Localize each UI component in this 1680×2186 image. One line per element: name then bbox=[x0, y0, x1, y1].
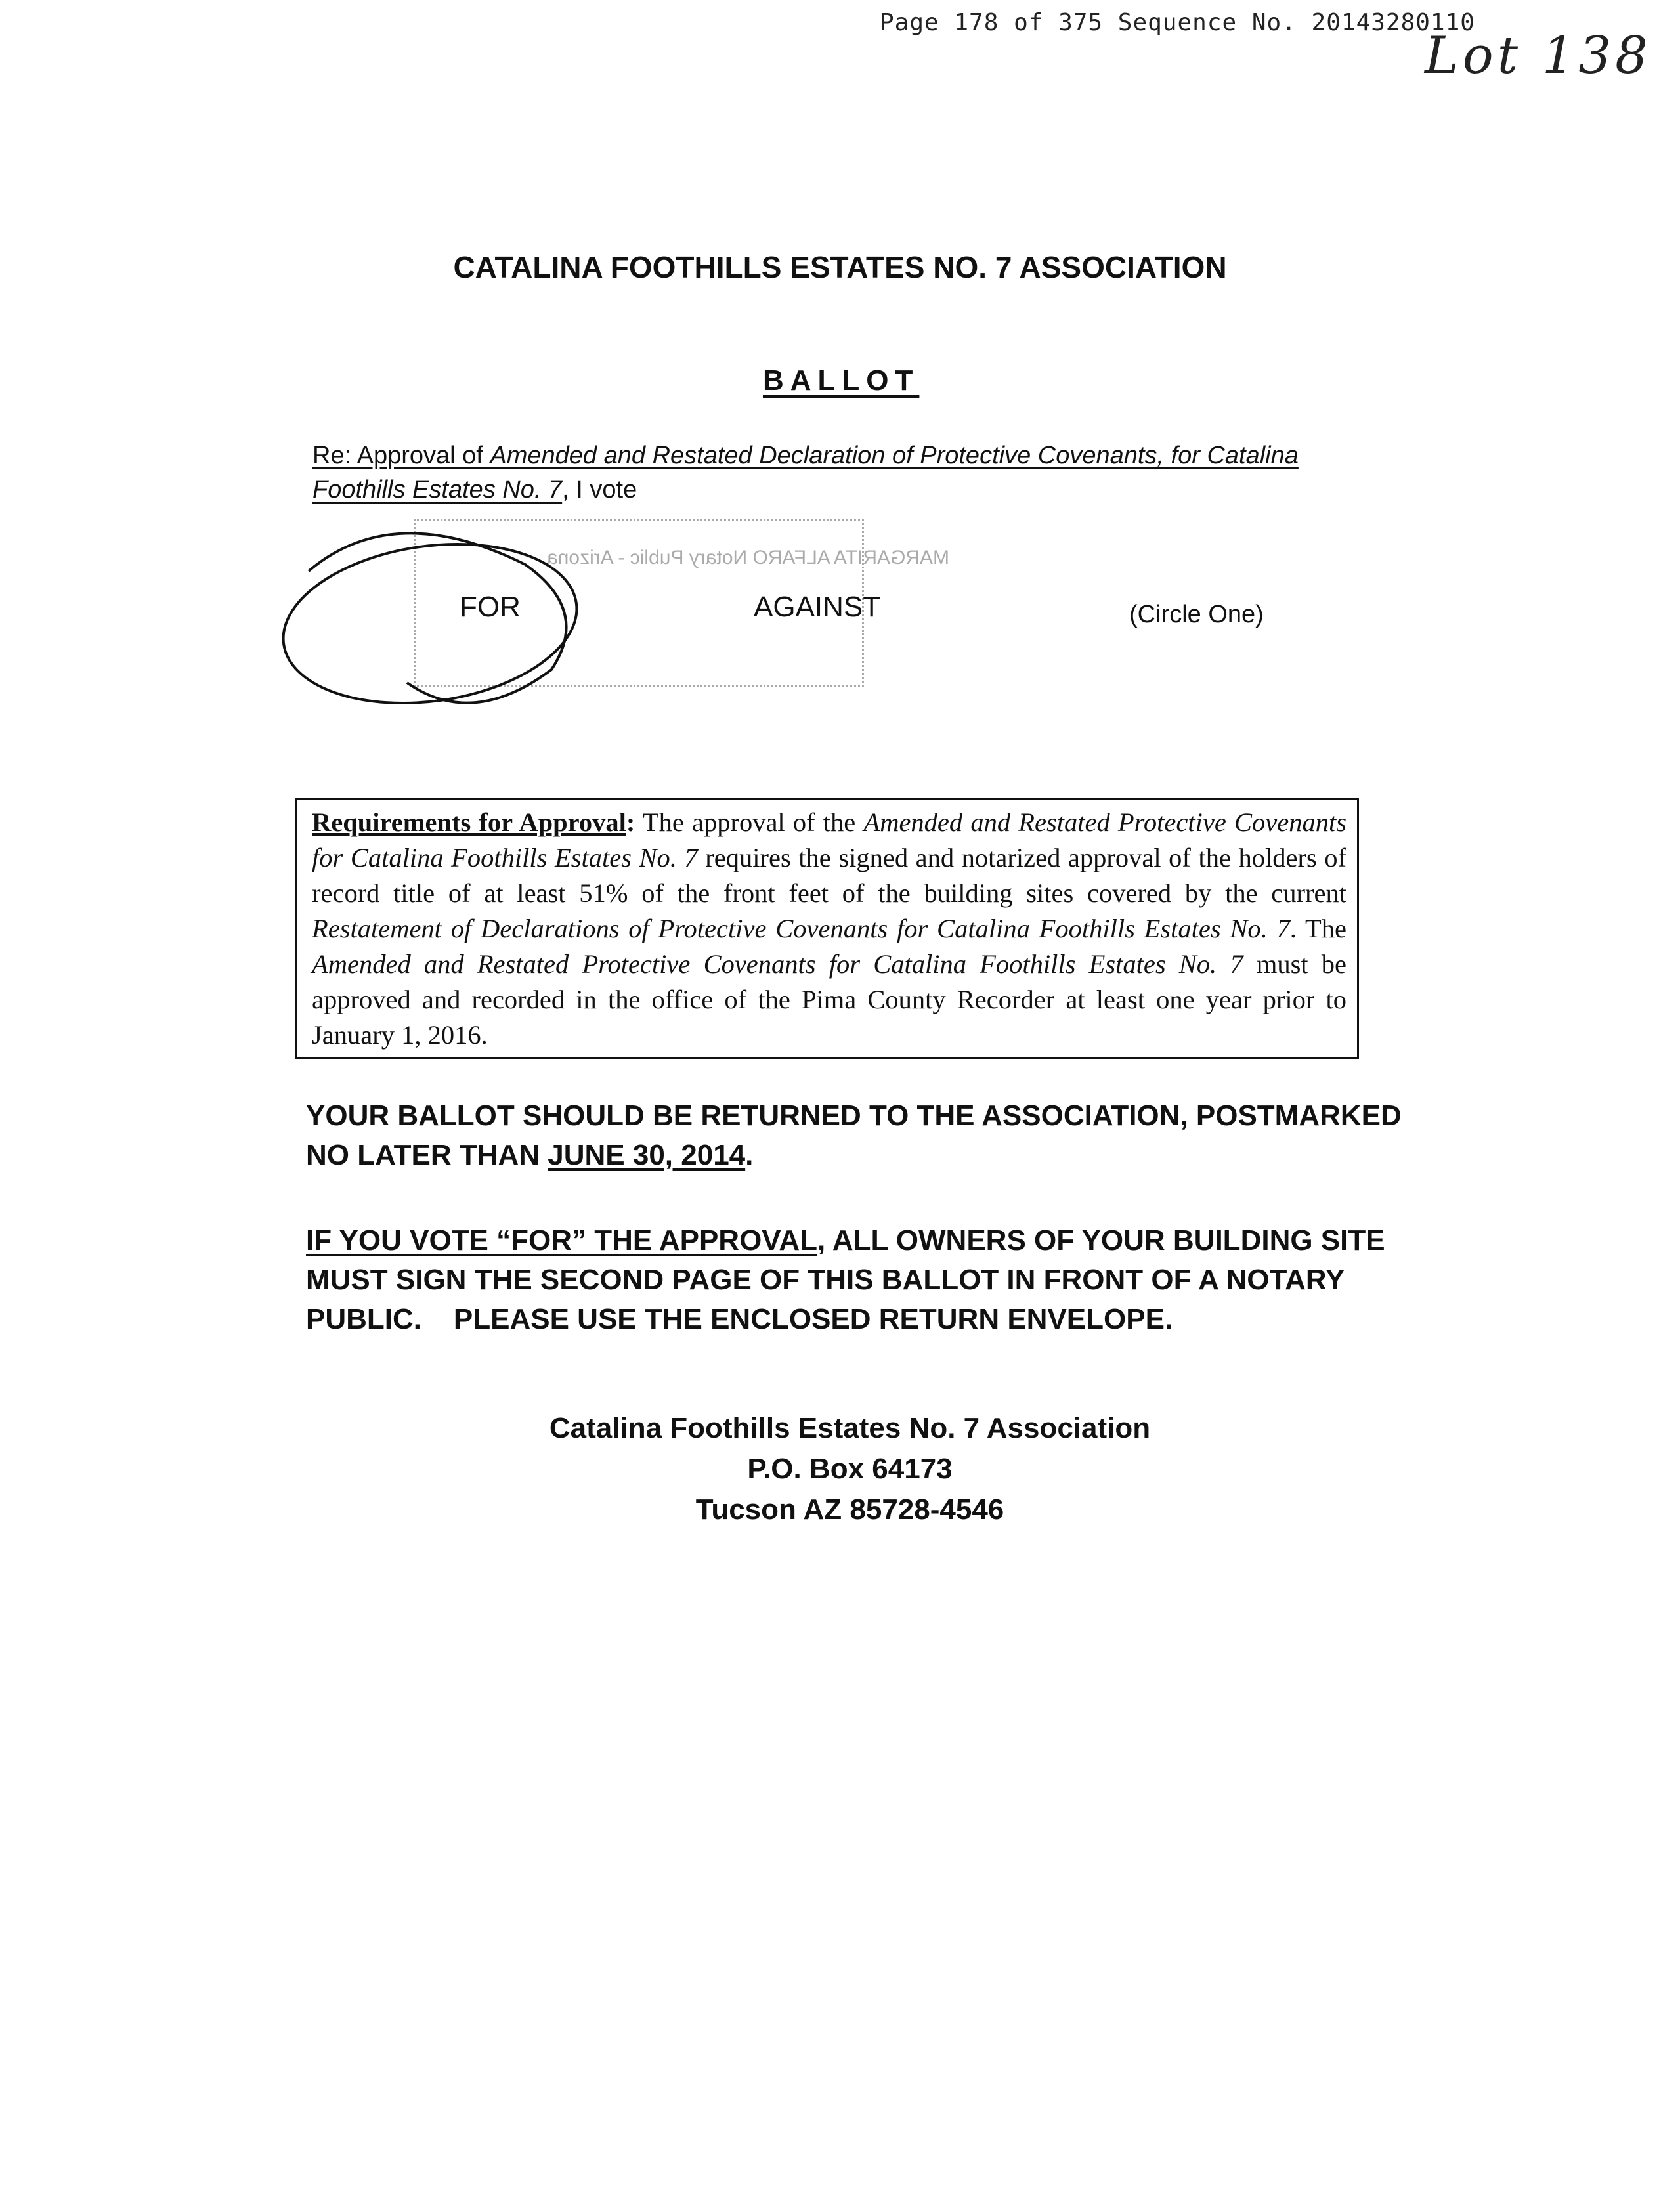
ballot-heading: BALLOT bbox=[763, 364, 920, 396]
vote-against-option: AGAINST bbox=[754, 591, 881, 623]
stamp-text: MARGARITA ALFARO Notary Public - Arizona bbox=[547, 547, 949, 568]
re-suffix: , I vote bbox=[562, 476, 637, 504]
requirements-text-3: . The bbox=[1289, 914, 1346, 943]
requirements-italic-3: Amended and Restated Protective Covenants for Catalina Foothills Estates No. 7 bbox=[312, 949, 1243, 979]
handwritten-lot-number: Lot 138 bbox=[1425, 26, 1652, 85]
requirements-italic-1: Amended and Restated Protective Covenants for Catalina Foothills Estates No. 7 bbox=[312, 807, 1346, 872]
requirements-lead: Requirements for Approval bbox=[312, 807, 626, 837]
city-state-zip: Tucson AZ 85728-4546 bbox=[695, 1493, 1004, 1526]
return-notice-text: YOUR BALLOT SHOULD BE RETURNED TO THE ASSOCIATION, POSTMARKED NO LATER THAN bbox=[306, 1100, 1402, 1171]
requirements-text-1: The approval of the bbox=[642, 807, 864, 837]
association-name: Catalina Foothills Estates No. 7 Association bbox=[549, 1412, 1151, 1444]
vote-for-option: FOR bbox=[460, 591, 521, 623]
hand-drawn-circle-tail bbox=[309, 533, 567, 702]
requirements-text-2: requires the signed and notarized approval of the holders of record title of at least 51% of the front feet of the building sites covered by the current bbox=[312, 843, 1347, 908]
association-address bbox=[0, 1408, 1680, 1530]
requirements-text-4: must be approved and recorded in the office of the Pima County Recorder at least one year prior to January 1, 2016. bbox=[312, 949, 1346, 1050]
for-vote-notice-text: , ALL OWNERS OF YOUR BUILDING SITE MUST SIGN THE SECOND PAGE OF THIS BALLOT IN FRONT OF A NOTARY PUBLIC. PLEASE USE THE ENCLOSED RETURN ENVELOPE. bbox=[306, 1224, 1385, 1335]
re-document-name: Amended and Restated Declaration of Protective Covenants, for Catalina Foothills Estates No. 7 bbox=[312, 442, 1299, 504]
return-notice bbox=[306, 1096, 1422, 1175]
return-deadline-date: JUNE 30, 2014 bbox=[548, 1139, 746, 1171]
re-prefix: Re: Approval of bbox=[312, 442, 490, 469]
requirements-box: Requirements for Approval: The approval of the Amended and Restated Protective Covenants for Catalina Foothills Estates No. 7 requires the signed and notarized approval of the holders of record title of at least 51% of the front feet of the building sites covered by the current Restatement of Declarations of Protective Covenants for Catalina Foothills Estates No. 7. The Amended and Restated Protective Covenants for Catalina Foothills Estates No. 7 must be approved and recorded in the office of the Pima County Recorder at least one year prior to January 1, 2016. bbox=[295, 798, 1359, 1059]
document-title: CATALINA FOOTHILLS ESTATES NO. 7 ASSOCIATION bbox=[453, 250, 1227, 284]
for-vote-notice bbox=[306, 1221, 1422, 1339]
return-notice-end: . bbox=[745, 1139, 754, 1171]
sequence-header: Page 178 of 375 Sequence No. 20143280110 bbox=[880, 9, 1475, 36]
requirements-italic-2: Restatement of Declarations of Protective Covenants for Catalina Foothills Estates No. 7 bbox=[312, 914, 1290, 943]
po-box: P.O. Box 64173 bbox=[747, 1453, 953, 1485]
for-vote-notice-lead: IF YOU VOTE “FOR” THE APPROVAL bbox=[306, 1224, 818, 1256]
hand-drawn-circle bbox=[273, 526, 587, 721]
circle-one-instruction: (Circle One) bbox=[1129, 601, 1264, 628]
